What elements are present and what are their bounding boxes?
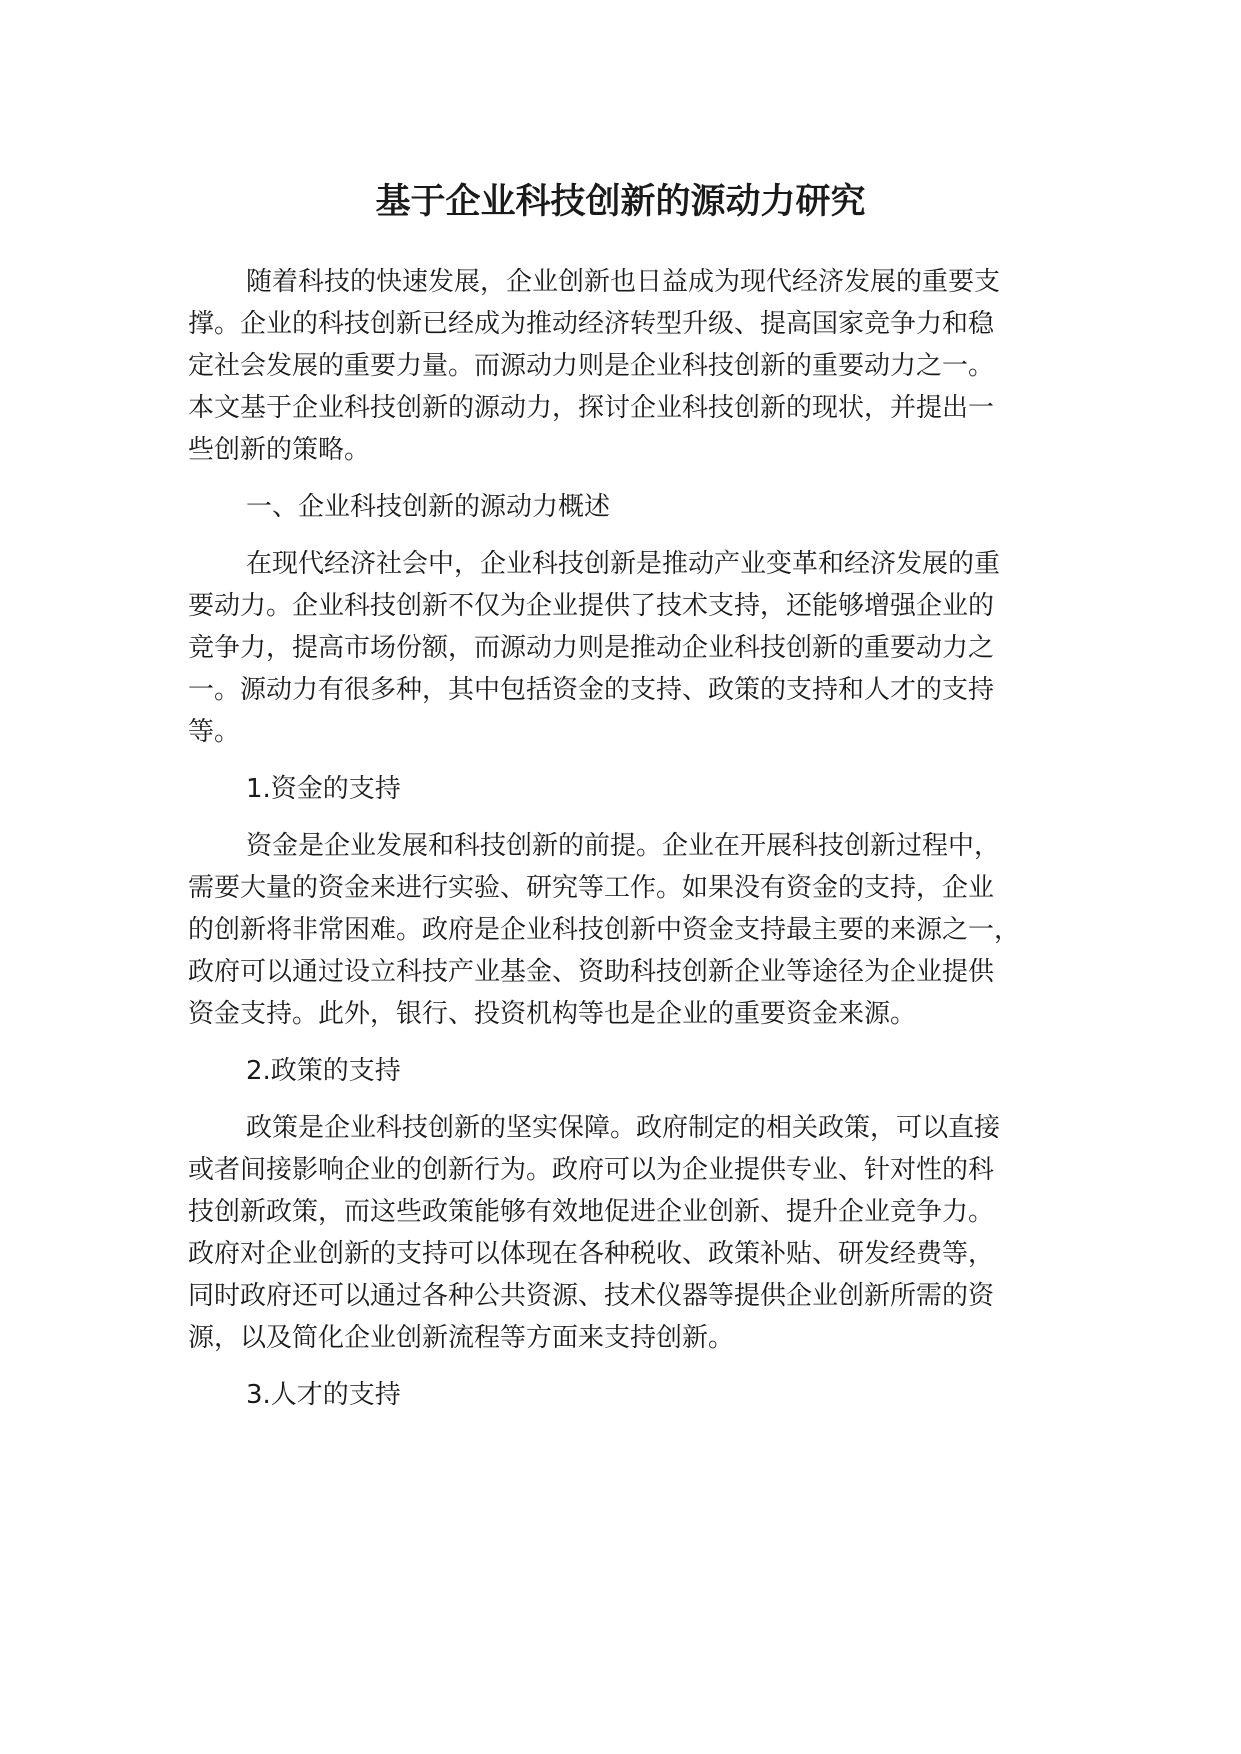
document-title: 基于企业科技创新的源动力研究	[375, 182, 866, 222]
paragraph-line: 技创新政策，而这些政策能够有效地促进企业创新、提升企业竞争力。	[188, 1197, 995, 1227]
intro-line: 些创新的策略。	[188, 435, 371, 465]
paragraph-line: 或者间接影响企业的创新行为。政府可以为企业提供专业、针对性的科	[188, 1155, 995, 1185]
subsection-heading: 3.人才的支持	[246, 1380, 401, 1410]
paragraph-line: 在现代经济社会中，企业科技创新是推动产业变革和经济发展的重	[246, 549, 1001, 579]
paragraph-line: 资金是企业发展和科技创新的前提。企业在开展科技创新过程中，	[246, 831, 1001, 861]
intro-line: 撑。企业的科技创新已经成为推动经济转型升级、提高国家竞争力和稳	[188, 309, 995, 339]
intro-line: 定社会发展的重要力量。而源动力则是企业科技创新的重要动力之一。	[188, 351, 995, 381]
paragraph-line: 源，以及简化企业创新流程等方面来支持创新。	[188, 1323, 735, 1353]
paragraph-line: 政府对企业创新的支持可以体现在各种税收、政策补贴、研发经费等，	[188, 1239, 995, 1269]
paragraph-line: 一。源动力有很多种，其中包括资金的支持、政策的支持和人才的支持	[188, 675, 995, 705]
section-heading: 一、企业科技创新的源动力概述	[246, 492, 611, 522]
subsection-heading: 2.政策的支持	[246, 1056, 401, 1086]
intro-line: 随着科技的快速发展，企业创新也日益成为现代经济发展的重要支	[246, 267, 1001, 297]
paragraph-line: 竞争力，提高市场份额，而源动力则是推动企业科技创新的重要动力之	[188, 633, 995, 663]
subsection-heading: 1.资金的支持	[246, 774, 401, 804]
paragraph-line: 资金支持。此外，银行、投资机构等也是企业的重要资金来源。	[188, 999, 917, 1029]
paragraph-line: 需要大量的资金来进行实验、研究等工作。如果没有资金的支持，企业	[188, 873, 995, 903]
paragraph-line: 政府可以通过设立科技产业基金、资助科技创新企业等途径为企业提供	[188, 957, 995, 987]
intro-line: 本文基于企业科技创新的源动力，探讨企业科技创新的现状，并提出一	[188, 393, 995, 423]
paragraph-line: 的创新将非常困难。政府是企业科技创新中资金支持最主要的来源之一，	[188, 915, 1021, 945]
paragraph-line: 政策是企业科技创新的坚实保障。政府制定的相关政策，可以直接	[246, 1113, 1001, 1143]
paragraph-line: 同时政府还可以通过各种公共资源、技术仪器等提供企业创新所需的资	[188, 1281, 995, 1311]
paragraph-line: 要动力。企业科技创新不仅为企业提供了技术支持，还能够增强企业的	[188, 591, 995, 621]
paragraph-line: 等。	[188, 717, 241, 747]
